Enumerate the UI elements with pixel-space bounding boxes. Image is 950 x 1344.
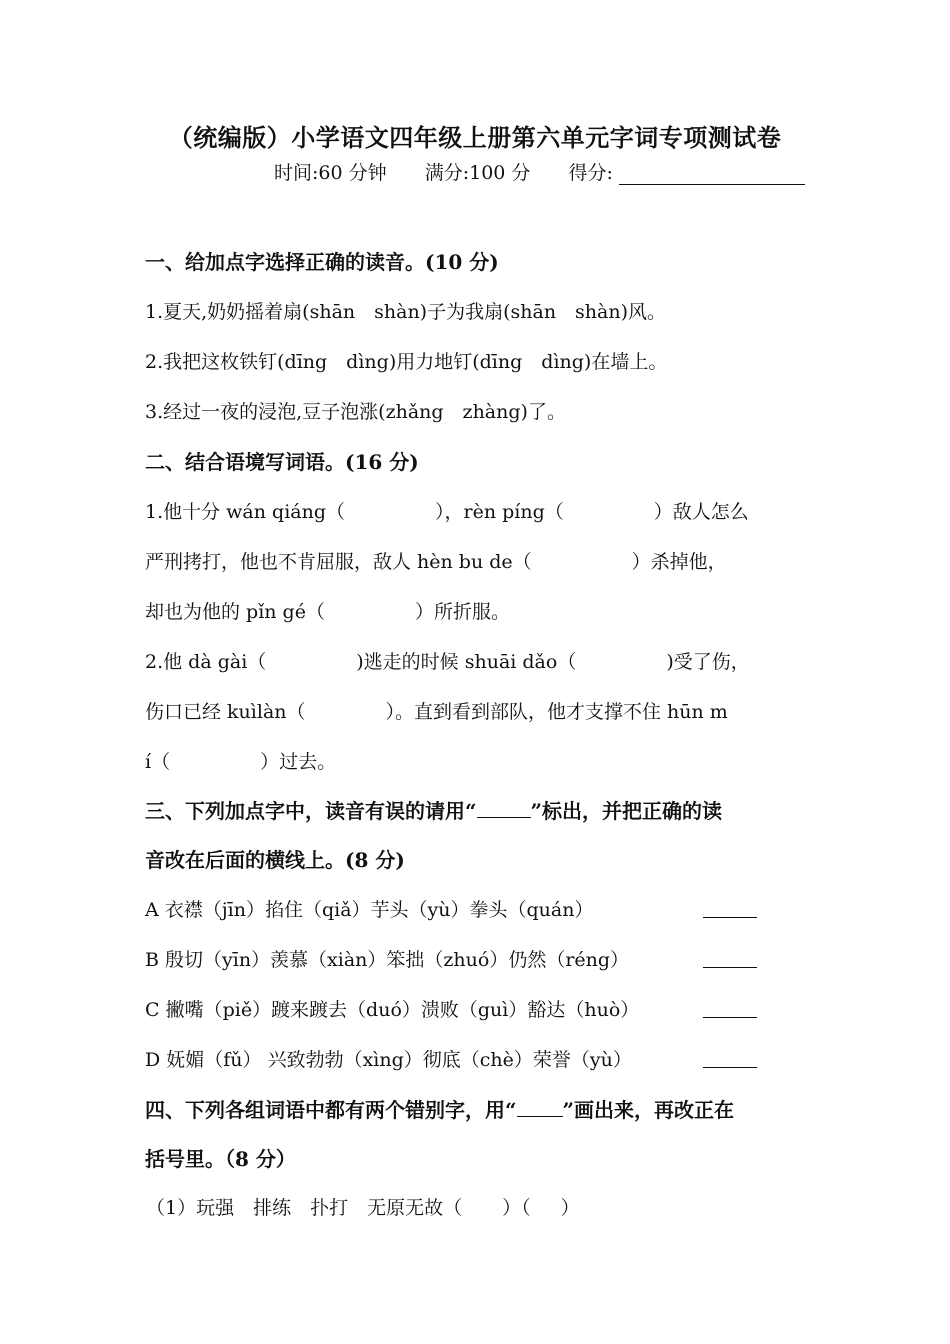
section-1-question-1: 1.夏天,奶奶摇着扇(shān shàn)子为我扇(shān shàn)风。 bbox=[145, 301, 667, 323]
option-c: C 撇嘴（piě）踱来踱去（duó）溃败（guì）豁达（huò） bbox=[145, 999, 640, 1021]
answer-line-a bbox=[703, 917, 757, 918]
text-segment: )逃走的时候 shuāi dǎo（ bbox=[356, 651, 577, 673]
text-segment: ）所折服。 bbox=[414, 601, 510, 623]
underline-mark bbox=[517, 1098, 563, 1117]
section-2-heading: 二、结合语境写词语。(16 分) bbox=[145, 450, 419, 474]
text-segment: ） bbox=[560, 1197, 580, 1219]
section-3-heading-line-2: 音改在后面的横线上。(8 分) bbox=[145, 848, 405, 872]
text-segment: ）杀掉他， bbox=[631, 551, 727, 573]
section-2-line-6 bbox=[145, 748, 810, 776]
text-segment: 三、下列加点字中，读音有误的请用“ bbox=[145, 799, 477, 823]
text-segment: ）（ bbox=[502, 1197, 531, 1219]
text-segment: 1.他十分 wán qiáng（ bbox=[145, 501, 346, 523]
section-2-line-5 bbox=[145, 698, 810, 726]
option-a: A 衣襟（jīn）掐住（qiǎ）芋头（yù）拳头（quán） bbox=[145, 899, 594, 921]
section-4-heading-line-1 bbox=[145, 1096, 810, 1124]
text-segment: ），rèn píng（ bbox=[435, 501, 564, 523]
exam-title: （统编版）小学语文四年级上册第六单元字词专项测试卷 bbox=[168, 123, 782, 152]
exam-meta bbox=[274, 158, 805, 185]
text-segment: 四、下列各组词语中都有两个错别字，用“ bbox=[145, 1098, 517, 1122]
section-4-question-1 bbox=[146, 1194, 811, 1222]
section-1-question-2: 2.我把这枚铁钉(dīng dìng)用力地钉(dīng dìng)在墙上。 bbox=[145, 351, 668, 373]
section-2-line-2 bbox=[145, 548, 810, 576]
text-segment: 伤口已经 kuìlàn（ bbox=[145, 701, 306, 723]
text-segment: ）过去。 bbox=[260, 751, 337, 773]
time-label: 时间:60 分钟 bbox=[274, 162, 387, 184]
text-segment: 严刑拷打，他也不肯屈服，敌人 hèn bu de（ bbox=[145, 551, 532, 573]
answer-line-d bbox=[703, 1067, 757, 1068]
text-segment: )受了伤， bbox=[666, 651, 750, 673]
section-2-line-1 bbox=[145, 498, 810, 526]
answer-line-c bbox=[703, 1017, 757, 1018]
section-3-heading-line-1 bbox=[145, 797, 810, 825]
score-label: 得分: bbox=[568, 162, 613, 184]
text-segment: ”标出，并把正确的读 bbox=[530, 799, 723, 823]
text-segment: 却也为他的 pǐn gé（ bbox=[145, 601, 325, 623]
section-2-line-4 bbox=[145, 648, 810, 676]
text-segment: ）。直到看到部队，他才支撑不住 hūn m bbox=[385, 701, 728, 723]
option-d: D 妩媚（fǔ） 兴致勃勃（xìng）彻底（chè）荣誉（yù） bbox=[145, 1049, 632, 1071]
underline-mark bbox=[477, 799, 531, 818]
score-blank-line bbox=[619, 162, 805, 185]
section-4-heading-line-2: 括号里。（8 分） bbox=[145, 1147, 296, 1171]
full-score-label: 满分:100 分 bbox=[424, 162, 531, 184]
option-b: B 殷切（yīn）羡慕（xiàn）笨拙（zhuó）仍然（réng） bbox=[145, 949, 630, 971]
text-segment: 2.他 dà gài（ bbox=[145, 651, 267, 673]
text-segment: ”画出来，再改正在 bbox=[562, 1098, 735, 1122]
text-segment: （1）玩强 排练 扑打 无原无故（ bbox=[146, 1197, 463, 1219]
section-1-heading: 一、给加点字选择正确的读音。(10 分) bbox=[145, 250, 499, 274]
answer-line-b bbox=[703, 967, 757, 968]
text-segment: ）敌人怎么 bbox=[653, 501, 749, 523]
section-1-question-3: 3.经过一夜的浸泡,豆子泡涨(zhǎng zhàng)了。 bbox=[145, 401, 566, 423]
text-segment: í（ bbox=[145, 751, 171, 773]
section-2-line-3 bbox=[145, 598, 810, 626]
